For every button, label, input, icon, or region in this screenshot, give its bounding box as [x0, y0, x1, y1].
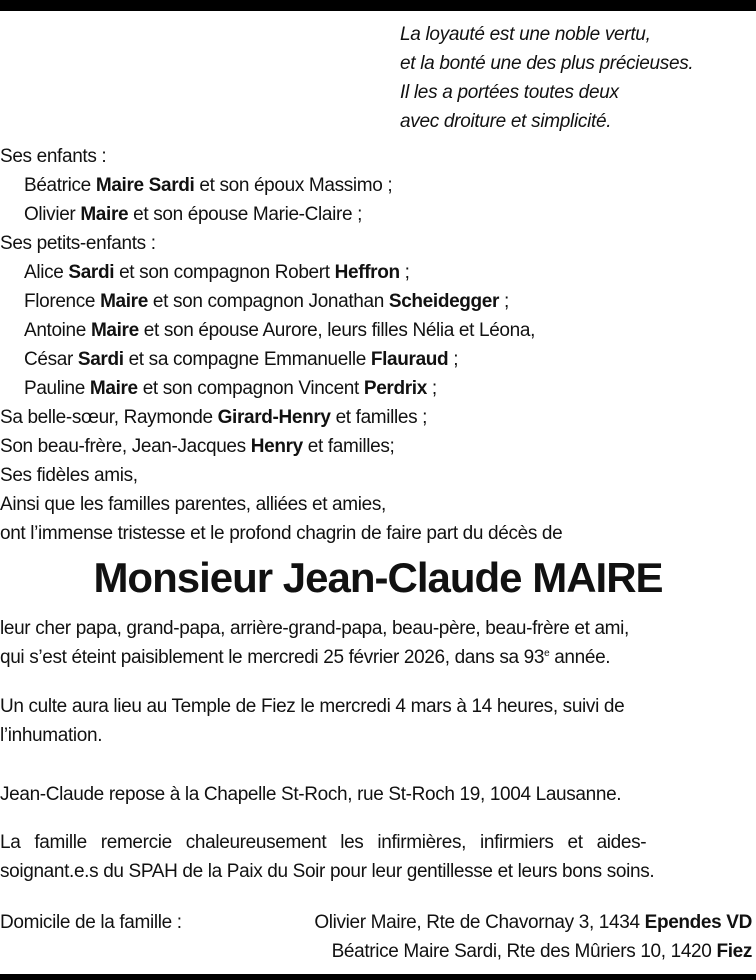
- brother-in-law-entry: Son beau-frère, Jean-Jacques Henry et familles;: [0, 436, 395, 457]
- service-line: l’inhumation.: [0, 725, 103, 746]
- epigraph-poem: [400, 20, 693, 136]
- service-line: Un culte aura lieu au Temple de Fiez le mercredi 4 mars à 14 heures, suivi de: [0, 696, 625, 717]
- grandchild-entry: César Sardi et sa compagne Emmanuelle Flauraud ;: [24, 349, 459, 370]
- description-paragraph: [0, 614, 752, 672]
- grandchild-entry: Alice Sardi et son compagnon Robert Heffron ;: [24, 262, 410, 283]
- poem-line: Il les a portées toutes deux: [400, 82, 619, 103]
- thanks-line: soignant.e.s du SPAH de la Paix du Soir pour leur gentillesse et leurs bons soins.: [0, 861, 655, 882]
- child-entry: Olivier Maire et son épouse Marie-Claire ;: [24, 204, 363, 225]
- domicile-address: Olivier Maire, Rte de Chavornay 3, 1434 Ependes VD: [314, 912, 752, 933]
- grandchildren-heading: Ses petits-enfants :: [0, 233, 156, 254]
- sister-in-law-entry: Sa belle-sœur, Raymonde Girard-Henry et familles ;: [0, 407, 428, 428]
- poem-line: avec droiture et simplicité.: [400, 111, 612, 132]
- family-list: [0, 142, 562, 548]
- thanks-paragraph: [0, 828, 752, 886]
- poem-line: et la bonté une des plus précieuses.: [400, 53, 694, 74]
- service-paragraph: [0, 692, 752, 750]
- domicile-label: Domicile de la famille :: [0, 912, 182, 933]
- friends-line: Ses fidèles amis,: [0, 465, 138, 486]
- grandchild-entry: Antoine Maire et son épouse Aurore, leurs filles Nélia et Léona,: [24, 320, 536, 341]
- deceased-name: Monsieur Jean-Claude MAIRE: [93, 554, 663, 601]
- grandchild-entry: Florence Maire et son compagnon Jonathan Scheidegger ;: [24, 291, 509, 312]
- description-line: qui s’est éteint paisiblement le mercredi 25 février 2026, dans sa 93e année.: [0, 647, 611, 668]
- grandchild-entry: Pauline Maire et son compagnon Vincent Perdrix ;: [24, 378, 437, 399]
- description-line: leur cher papa, grand-papa, arrière-grand-papa, beau-père, beau-frère et ami,: [0, 618, 629, 639]
- children-heading: Ses enfants :: [0, 146, 107, 167]
- domicile-address: Béatrice Maire Sardi, Rte des Mûriers 10, 1420 Fiez: [331, 941, 752, 962]
- bottom-border: [0, 974, 756, 980]
- top-border: [0, 0, 756, 11]
- rest-place-line: Jean-Claude repose à la Chapelle St-Roch, rue St-Roch 19, 1004 Lausanne.: [0, 784, 622, 805]
- relatives-line: Ainsi que les familles parentes, alliées et amies,: [0, 494, 386, 515]
- thanks-line: La famille remercie chaleureusement les infirmières, infirmiers et aides-: [0, 832, 647, 853]
- poem-line: La loyauté est une noble vertu,: [400, 24, 651, 45]
- announcement-line: ont l’immense tristesse et le profond chagrin de faire part du décès de: [0, 523, 563, 544]
- rest-place-paragraph: [0, 780, 752, 809]
- child-entry: Béatrice Maire Sardi et son époux Massimo ;: [24, 175, 393, 196]
